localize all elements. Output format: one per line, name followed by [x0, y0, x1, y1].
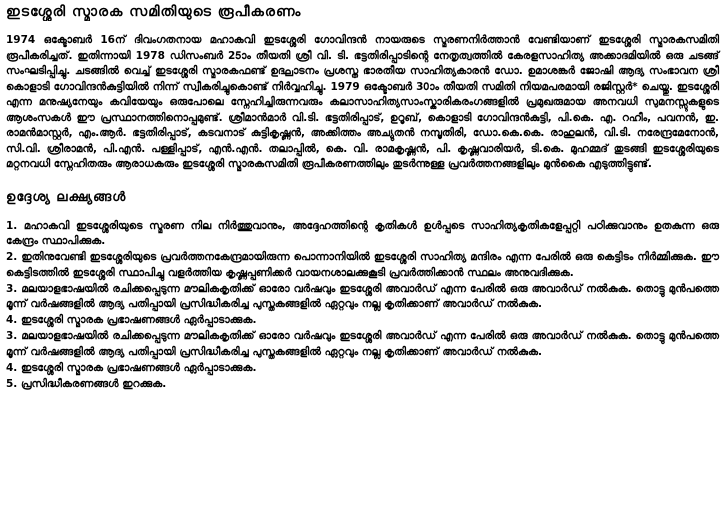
- page-title: ഇടശ്ശേരി സ്മാരക സമിതിയുടെ രൂപീകരണം: [6, 4, 302, 20]
- document: [6, 0, 719, 393]
- objective-item: 4. ഇടശ്ശേരി സ്മാരക പ്രഭാഷണങ്ങൾ ഏർപ്പാടാക്കുക.: [6, 314, 257, 326]
- objectives-heading: ഉദ്ദേശ്യ ലക്ഷ്യങ്ങൾ: [6, 189, 127, 205]
- intro-paragraph: 1974 ഒക്ടോബർ 16ന് ദിവംഗതനായ മഹാകവി ഇടശ്ശേരി ഗോവിന്ദൻ നായരുടെ സ്മരണനിർത്താൻ വേണ്ടിയാണ് ഇടശ്ശേരി സ്മാരകസമിതി രൂപീകരിച്ചത്. ഇതിന്നായി 1978 ഡിസംബർ 25ാം തീയതി ശ്രീ വി. ടി. ഭട്ടതിരിപ്പാടിന്റെ നേതൃത്വത്തിൽ കേരളസാഹിത്യ അക്കാദമിയിൽ ഒരു ചടങ്ങ് സംഘടിപ്പിച്ചു. ചടങ്ങിൽ വെച്ച് ഇടശ്ശേരി സ്മാരകഫണ്ട് ഉദ്ഘാടനം പ്രശസ്ത ഭാരതീയ സാഹിത്യകാരൻ ഡോ. ഉമാശങ്കർ ജോഷി ആദ്യ സംഭാവന ശ്രീ കൊളാടി ഗോവിന്ദൻകുട്ടിയിൽ നിന്ന് സ്വീകരിച്ചുകൊണ്ട് നിർവ്വഹിച്ചു. 1979 ഒക്ടോബർ 30ാം തീയതി സമിതി നിയമപരമായി രജിസ്റ്റർ* ചെയ്തു. ഇടശ്ശേരി എന്ന മനുഷ്യനേയും കവിയേയും ഒരുപോലെ സ്നേഹിച്ചിരുന്നവരും കലാസാഹിത്യസാംസ്കാരികരംഗങ്ങളിൽ പ്രമുഖരുമായ അനവധി സുമനസ്സുകളുടെ ആശംസകൾ ഈ പ്രസ്ഥാനത്തിനൊപ്പമുണ്ട്. ശ്രീമാൻമാർ വി.ടി. ഭട്ടതിരിപ്പാട്, ഉറൂബ്, കൊളാടി ഗോവിന്ദൻകുട്ടി, പി.കെ. എ. റഹീം, പവനൻ, ഇ. രാമൻമാസ്റ്റർ, എം.ആർ. ഭട്ടതിരിപ്പാട്, കടവനാട് കുട്ടികൃഷ്ണൻ, അക്കിത്തം അച്യുതൻ നമ്പൂതിരി, ഡോ.കെ.കെ. രാഹുലൻ, വി.ടി. നരേന്ദ്രമേനോൻ, സി.വി. ശ്രീരാമൻ, പി.എൻ. പള്ളിപ്പാട്, എൻ.എൻ. തലാപ്പിൽ, കെ. വി. രാമകൃഷ്ണൻ, പി. കൃഷ്ണവാരിയർ, ടി.കെ. മുഹമ്മദ് തുടങ്ങി ഇടശ്ശേരിയുടെ മറ്റനവധി സ്നേഹിതരും ആരാധകരും ഇടശ്ശേരി സ്മാരകസമിതി രൂപീകരണത്തിലും തുടർന്നുള്ള പ്രവർത്തനങ്ങളിലും മുൻകൈ എടുത്തിട്ടുണ്ട്.: [6, 34, 719, 170]
- objective-item: 3. മലയാളഭാഷയിൽ രചിക്കപ്പെടുന്ന മൗലികകൃതിക്ക് ഓരോ വർഷവും ഇടശ്ശേരി അവാർഡ് എന്ന പേരിൽ ഒരു അവാർഡ് നൽകുക. തൊട്ടു മുൻപത്തെ മൂന്ന് വർഷങ്ങളിൽ ആദ്യ പതിപ്പായി പ്രസിദ്ധീകരിച്ച പുസ്തകങ്ങളിൽ ഏറ്റവും നല്ല കൃതിക്കാണ് അവാർഡ് നൽകുക.: [6, 282, 719, 310]
- objectives-list: [6, 219, 719, 393]
- objective-item: 3. മലയാളഭാഷയിൽ രചിക്കപ്പെടുന്ന മൗലികകൃതിക്ക് ഓരോ വർഷവും ഇടശ്ശേരി അവാർഡ് എന്ന പേരിൽ ഒരു അവാർഡ് നൽകുക. തൊട്ടു മുൻപത്തെ മൂന്ന് വർഷങ്ങളിൽ ആദ്യ പതിപ്പായി പ്രസിദ്ധീകരിച്ച പുസ്തകങ്ങളിൽ ഏറ്റവും നല്ല കൃതിക്കാണ് അവാർഡ് നൽകുക.: [6, 330, 719, 358]
- objective-item: 1. മഹാകവി ഇടശ്ശേരിയുടെ സ്മരണ നില നിർത്തുവാനും, അദ്ദേഹത്തിന്റെ കൃതികൾ ഉൾപ്പടെ സാഹിത്യകൃതികളേപ്പറ്റി പഠിക്കുവാനും ഉതകുന്ന ഒരു കേന്ദ്രം സ്ഥാപിക്കുക.: [6, 219, 719, 247]
- objective-item: 5. പ്രസിദ്ധീകരണങ്ങൾ ഇറക്കുക.: [6, 377, 167, 390]
- objective-item: 2. ഇതിനുവേണ്ടി ഇടശ്ശേരിയുടെ പ്രവർത്തനകേന്ദ്രമായിരുന്ന പൊന്നാനിയിൽ ഇടശ്ശേരി സാഹിത്യ മന്ദിരം എന്ന പേരിൽ ഒരു കെട്ടിടം നിർമ്മിക്കുക. ഈ കെട്ടിടത്തിൽ ഇടശ്ശേരി സ്ഥാപിച്ചു വളർത്തിയ കൃഷ്ണപ്പണിക്കർ വായനശാലക്കുകൂടി പ്രവർത്തിക്കാൻ സ്ഥലം അനുവദിക്കുക.: [6, 251, 719, 279]
- objective-item: 4. ഇടശ്ശേരി സ്മാരക പ്രഭാഷണങ്ങൾ ഏർപ്പാടാക്കുക.: [6, 361, 257, 374]
